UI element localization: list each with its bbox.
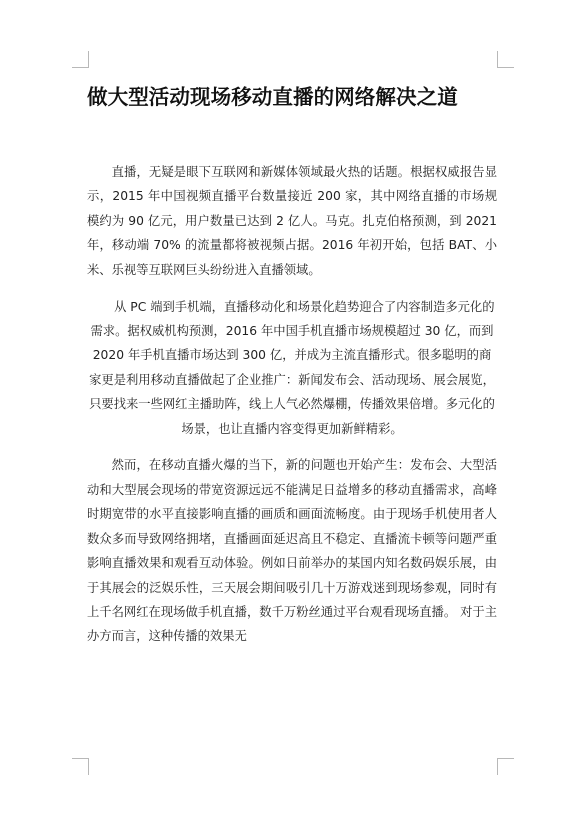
crop-mark-top-right (497, 51, 514, 68)
paragraph-2: 从 PC 端到手机端，直播移动化和场景化趋势迎合了内容制造多元化的需求。据权威机构预测，2016 年中国手机直播市场规模超过 30 亿，而到 2020 年手机直播市场达到 300 亿，并成为主流直播形式。很多聪明的商家更是利用移动直播做起了企业推广：新闻发布会、活动现场、展会展览，只要找来一些网红主播助阵，线上人气必然爆棚，传播效果倍增。多元化的场景，也让直播内容变得更加新鲜精彩。 (89, 299, 495, 436)
paragraph-3: 然而，在移动直播火爆的当下，新的问题也开始产生：发布会、大型活动和大型展会现场的带宽资源远远不能满足日益增多的移动直播需求，高峰时期宽带的水平直接影响直播的画质和画面流畅度。由于现场手机使用者人数众多而导致网络拥堵，直播画面延迟高且不稳定、直播流卡顿等问题严重影响直播效果和观看互动体验。例如日前举办的某国内知名数码娱乐展，由于其展会的泛娱乐性，三天展会期间吸引几十万游戏迷到现场参观，同时有上千名网红在现场做手机直播，数千万粉丝通过平台观看现场直播。 对于主办方而言，这种传播的效果无 (87, 458, 497, 644)
crop-mark-top-left (72, 51, 89, 68)
crop-mark-bottom-left (72, 758, 89, 775)
crop-mark-bottom-right (497, 758, 514, 775)
paragraph-1: 直播，无疑是眼下互联网和新媒体领域最火热的话题。根据权威报告显示，2015 年中国视频直播平台数量接近 200 家，其中网络直播的市场规模约为 90 亿元，用户数量已达到 2 亿人。马克。扎克伯格预测，到 2021 年，移动端 70% 的流量都将被视频占据。2016 年初开始，包括 BAT、小米、乐视等互联网巨头纷纷进入直播领域。 (87, 165, 497, 277)
document-body (87, 160, 497, 661)
document-title: 做大型活动现场移动直播的网络解决之道 (87, 85, 458, 109)
